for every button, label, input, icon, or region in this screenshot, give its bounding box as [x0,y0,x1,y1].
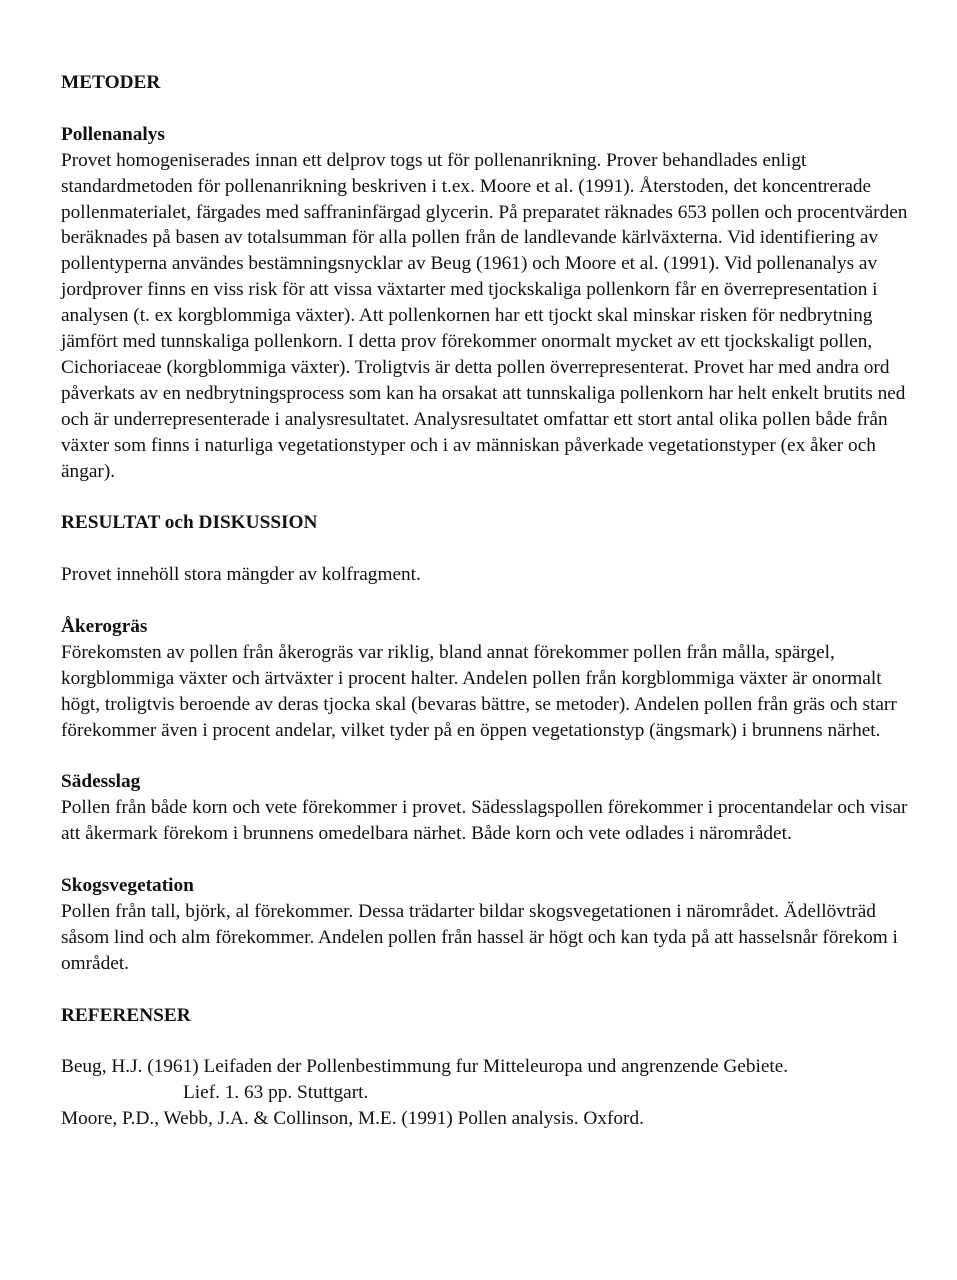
spacer [61,977,911,1003]
spacer [61,744,911,770]
reference-line: Moore, P.D., Webb, J.A. & Collinson, M.E. (1991) Pollen analysis. Oxford. [61,1108,644,1130]
reference-line: Beug, H.J. (1961) Leifaden der Pollenbestimmung fur Mitteleuropa und angrenzende Gebiete. [61,1056,789,1078]
spacer [61,1028,911,1054]
pollenanalys-heading: Pollenanalys [61,123,165,145]
skogsvegetation-paragraph: Pollen från tall, björk, al förekommer. Dessa trädarter bildar skogsvegetationen i närområdet. Ädellövträd såsom lind och alm förekommer. Andelen pollen från hassel är högt och kan tyda på att hasselsnår förekom i området. [61,900,898,974]
spacer [61,536,911,562]
spacer [61,484,911,510]
resultat-intro: Provet innehöll stora mängder av kolfragment. [61,564,421,586]
reference-item [61,1054,911,1106]
akerogras-heading: Åkerogräs [61,615,148,637]
referenser-heading: REFERENSER [61,1004,191,1026]
sadesslag-heading: Sädesslag [61,771,141,793]
reference-item [61,1106,911,1132]
reference-continuation: Lief. 1. 63 pp. Stuttgart. [183,1082,369,1104]
resultat-heading: RESULTAT och DISKUSSION [61,512,318,534]
metoder-heading: METODER [61,72,161,93]
sadesslag-paragraph: Pollen från både korn och vete förekommer i provet. Sädesslagspollen förekommer i procentandelar och visar att åkermark förekom i brunnens omedelbara närhet. Både korn och vete odlades i närområdet. [61,797,908,845]
reference-list [61,1054,911,1132]
skogsvegetation-heading: Skogsvegetation [61,875,194,896]
akerogras-paragraph: Förekomsten av pollen från åkerogräs var riklig, bland annat förekommer pollen från målla, spärgel, korgblommiga växter och ärtväxter i procent halter. Andelen pollen från korgblommiga växter är onormalt högt, troligtvis beroende av deras tjocka skal (bevaras bättre, se metoder). Andelen pollen från gräs och starr förekommer även i procent andelar, vilket tyder på en öppen vegetationstyp (ängsmark) i brunnens närhet. [61,641,897,741]
pollenanalys-paragraph: Provet homogeniserades innan ett delprov togs ut för pollenanrikning. Prover behandlades enligt standardmetoden för pollenanrikning beskriven i t.ex. Moore et al. (1991). Återstoden, det koncentrerade pollenmaterialet, färgades med saffraninfärgad glycerin. På preparatet räknades 653 pollen och procentvärden beräknades på basen av totalsumman för alla pollen från de landlevande kärlväxterna. Vid identifiering av pollentyperna användes bestämningsnycklar av Beug (1961) och Moore et al. (1991). Vid pollenanalys av jordprover finns en viss risk för att vissa växtarter med tjockskaliga pollenkorn får en överrepresentation i analysen (t. ex korgblommiga växter). Att pollenkornen har ett tjockt skal minskar risken för nedbrytning jämfört med tunnskaliga pollenkorn. I detta prov förekommer onormalt mycket av ett tjockskaligt pollen, Cichoriaceae (korgblommiga växter). Troligtvis är detta pollen överrepresenterat. Provet har med andra ord påverkats av en nedbrytningsprocess som kan ha orsakat att tunnskaliga pollenkorn har helt enkelt brutits ned och är underrepresenterade i analysresultatet. Analysresultatet omfattar ett stort antal olika pollen både från växter som finns i naturliga vegetationstyper och i av människan påverkade vegetationstyper (ex åker och ängar). [61,149,908,482]
spacer [61,588,911,614]
spacer [61,96,911,122]
document-page [61,70,911,1132]
spacer [61,847,911,873]
